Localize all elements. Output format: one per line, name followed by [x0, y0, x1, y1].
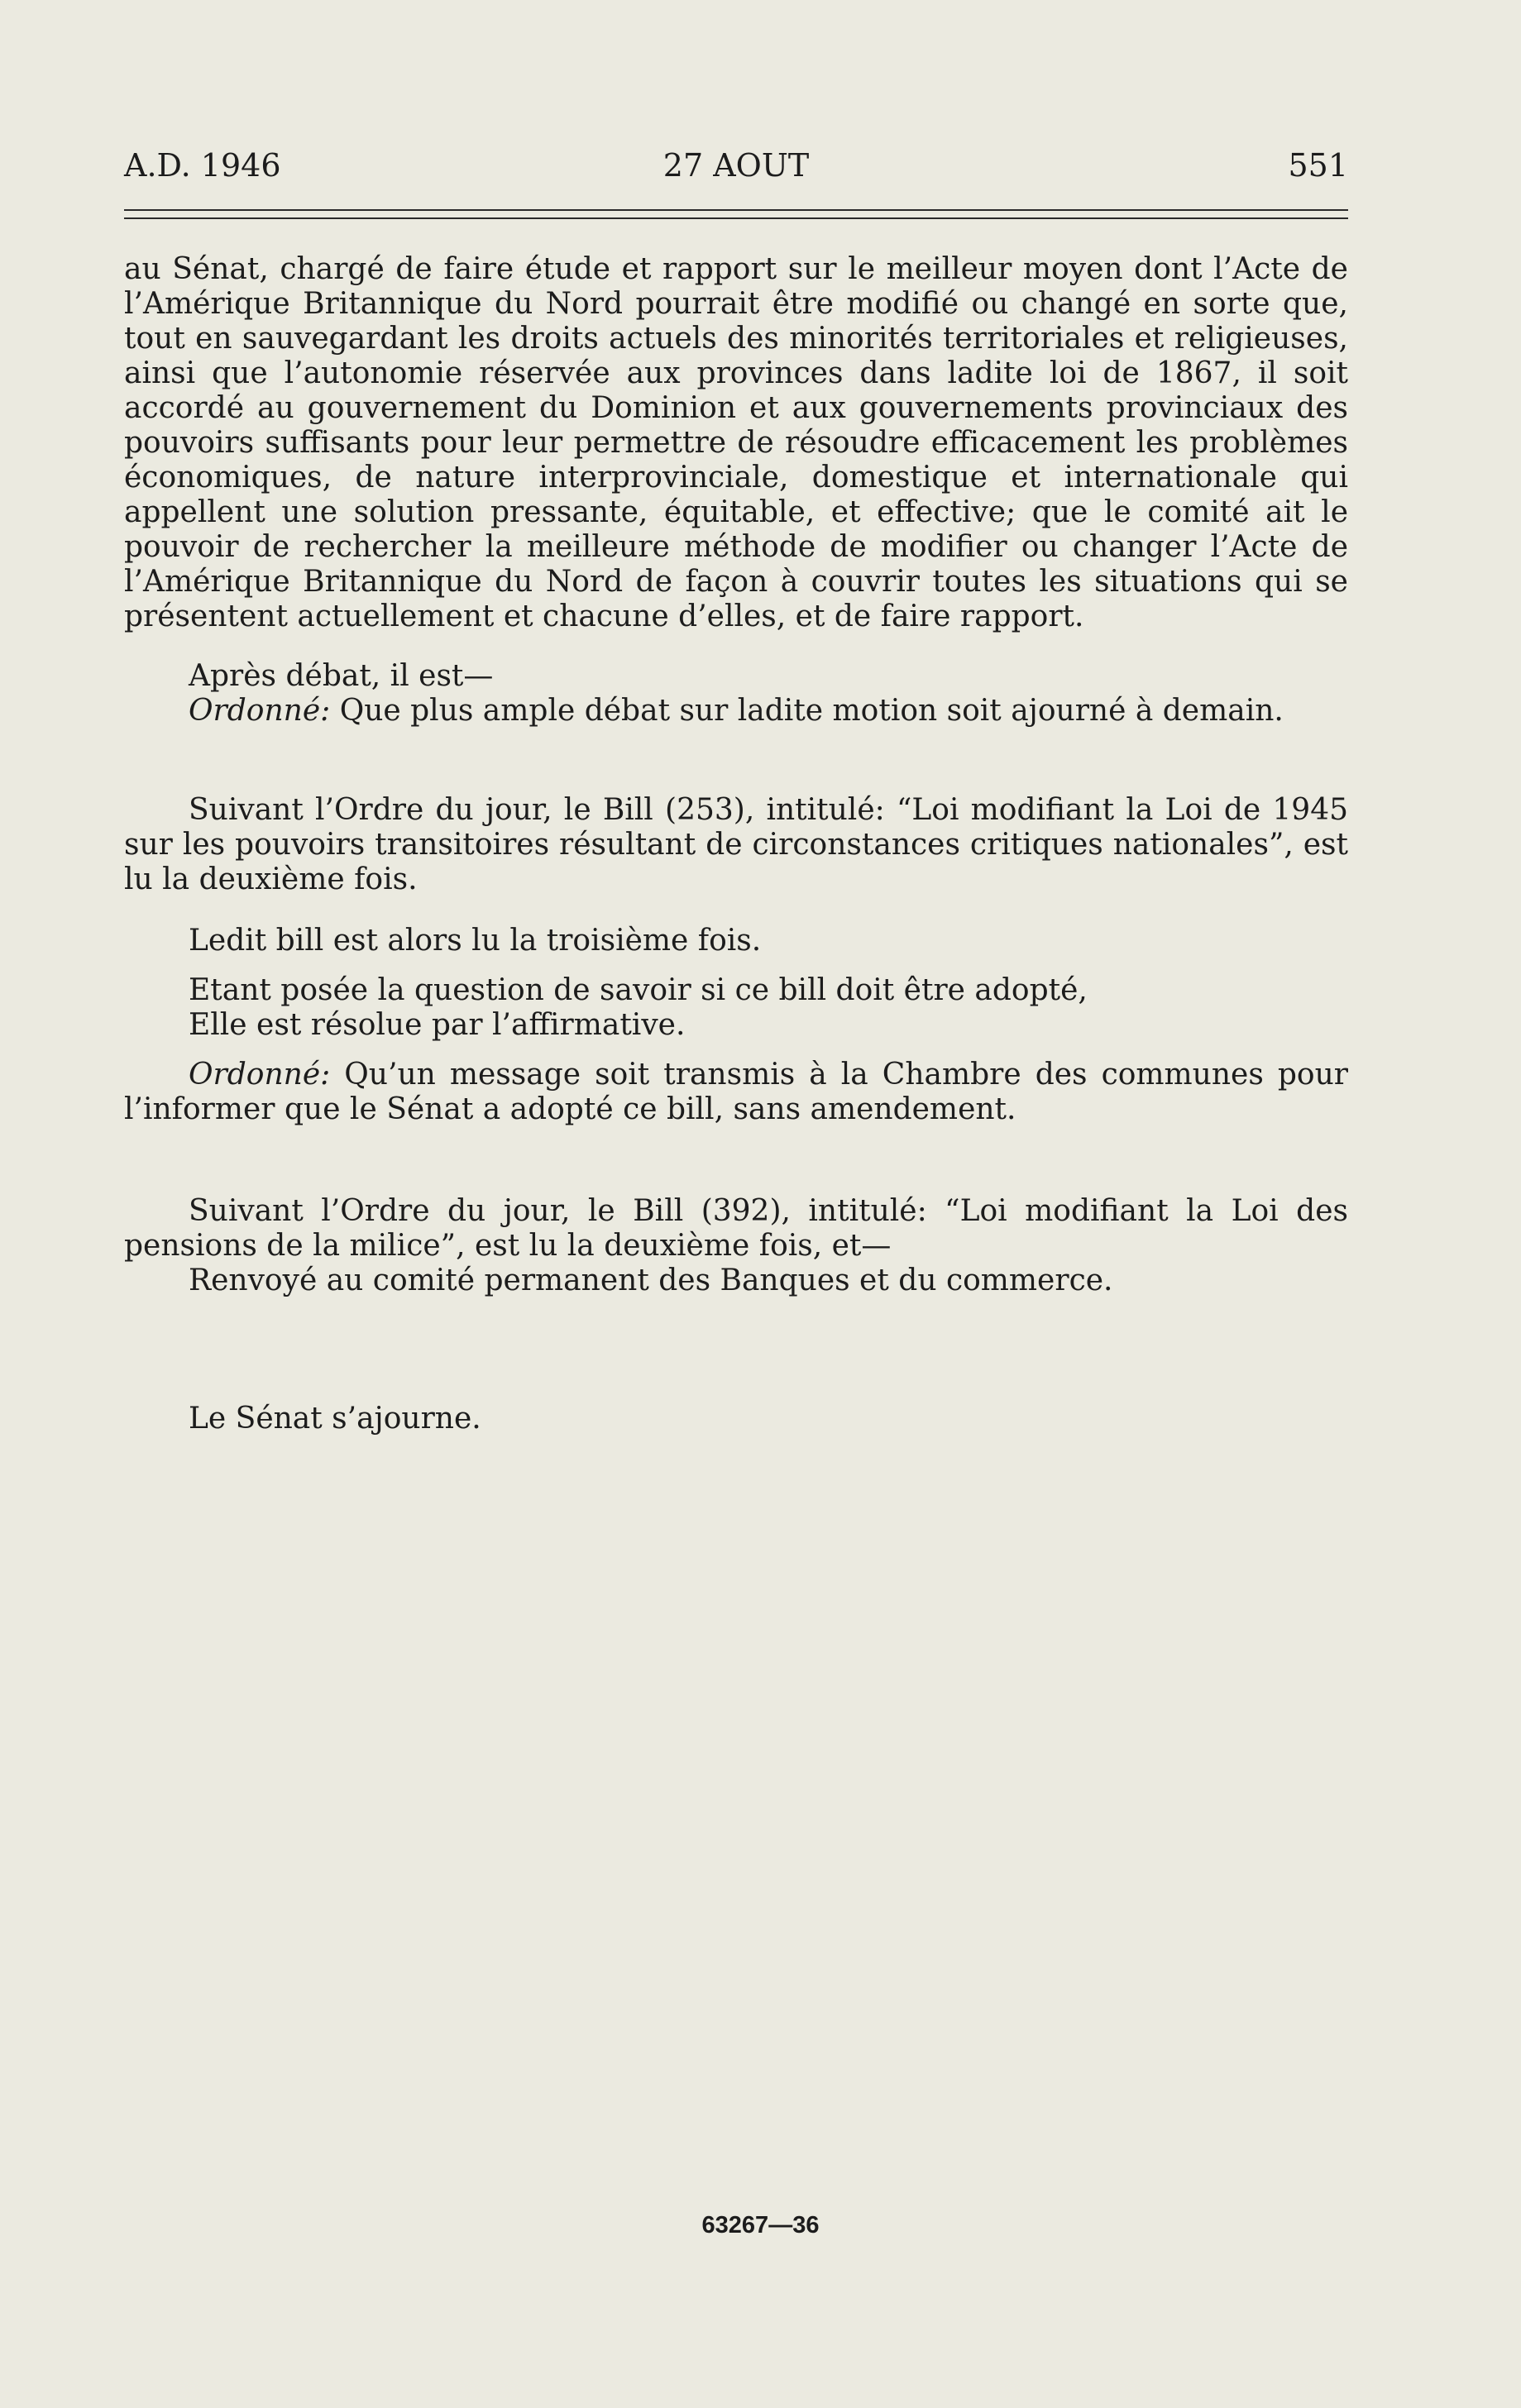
apres-debat-line: Après débat, il est—: [189, 659, 494, 693]
header-year: A.D. 1946: [124, 147, 281, 184]
page-number: 551: [1288, 147, 1348, 184]
header-date: 27 AOUT: [662, 147, 810, 184]
troisieme-lecture-line: Ledit bill est alors lu la troisième fois.: [189, 924, 762, 958]
question-line: Etant posée la question de savoir si ce bill doit être adopté,: [189, 973, 1088, 1007]
ordonne-ajourne-line: [124, 694, 1413, 729]
header-rule-top: [124, 209, 1348, 211]
paragraph-bill-253: Suivant l’Ordre du jour, le Bill (253), intitulé: “Loi modifiant la Loi de 1945 sur les pouvoirs transitoires résultant de circonstances critiques nationales”, est lu la deuxième fois.: [124, 793, 1348, 896]
header-rule-bottom: [124, 217, 1348, 219]
senat-ajourne-line: Le Sénat s’ajourne.: [189, 1402, 481, 1436]
ordonne-text-2: Qu’un message soit transmis à la Chambre des communes pour l’informer que le Sénat a adopté ce bill, sans amendement.: [124, 1058, 1348, 1126]
paragraph-message-communes: [124, 1058, 1348, 1127]
ordonne-label-2: Ordonné:: [189, 1058, 331, 1092]
resolue-line: Elle est résolue par l’affirmative.: [189, 1008, 686, 1042]
printer-signature: 63267—36: [701, 2212, 820, 2238]
paragraph-bill-392: Suivant l’Ordre du jour, le Bill (392), intitulé: “Loi modifiant la Loi des pensions de la milice”, est lu la deuxième fois, et—: [124, 1194, 1348, 1263]
ordonne-text: Que plus ample débat sur ladite motion soit ajourné à demain.: [330, 694, 1284, 728]
page-header: [124, 147, 1348, 189]
ordonne-label: Ordonné:: [189, 694, 331, 728]
paragraph-comite-continuation: au Sénat, chargé de faire étude et rapport sur le meilleur moyen dont l’Acte de l’Amérique Britannique du Nord pourrait être modifié ou changé en sorte que, tout en sauvegardant les droits actuels des minorités territoriales et religieuses, ainsi que l’autonomie réservée aux provinces dans ladite loi de 1867, il soit accordé au gouvernement du Dominion et aux gouvernements provinciaux des pouvoirs suffisants pour leur permettre de résoudre efficacement les problèmes économiques, de nature interprovinciale, domestique et internationale qui appellent une solution pressante, équitable, et effective; que le comité ait le pouvoir de rechercher la meilleure méthode de modifier ou changer l’Acte de l’Amérique Britannique du Nord de façon à couvrir toutes les situations qui se présentent actuellement et chacune d’elles, et de faire rapport.: [124, 252, 1348, 633]
renvoye-line: Renvoyé au comité permanent des Banques et du commerce.: [189, 1264, 1113, 1297]
